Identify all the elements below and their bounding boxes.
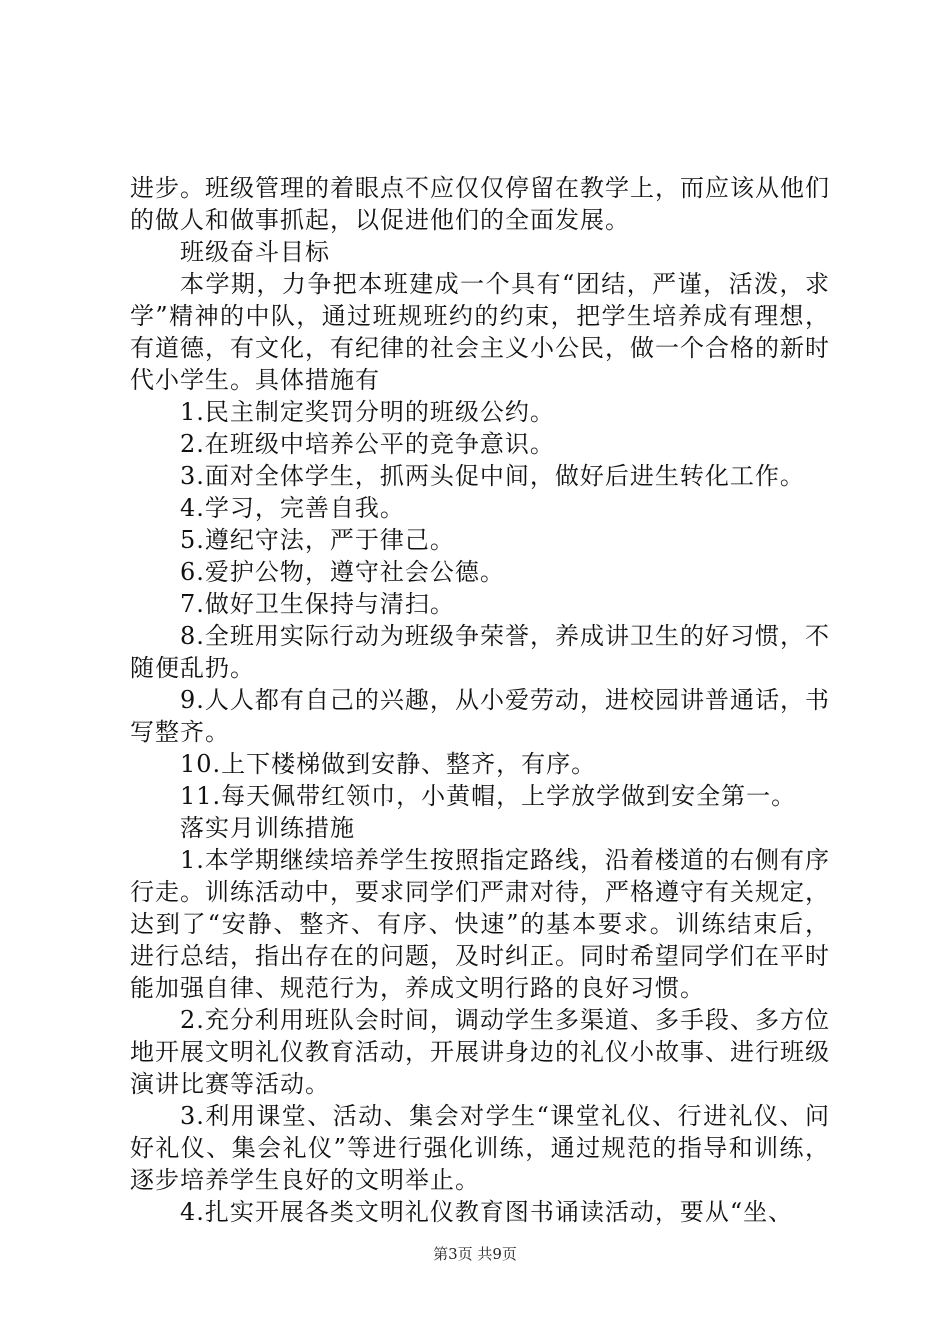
list-item: 3.面对全体学生，抓两头促中间，做好后进生转化工作。 <box>180 462 805 490</box>
list-item: 5.遵纪守法，严于律己。 <box>180 526 455 554</box>
section-heading-goals: 班级奋斗目标 <box>180 238 330 266</box>
list-item: 8.全班用实际行动为班级争荣誉，养成讲卫生的好习惯，不随便乱扔。 <box>130 622 830 682</box>
document-body <box>130 172 830 1228</box>
list-item: 2.在班级中培养公平的竞争意识。 <box>180 430 555 458</box>
list-item: 6.爱护公物，遵守社会公德。 <box>180 558 505 586</box>
list-item: 7.做好卫生保持与清扫。 <box>180 590 455 618</box>
section-heading-training: 落实月训练措施 <box>180 814 355 842</box>
list-item: 2.充分利用班队会时间，调动学生多渠道、多手段、多方位地开展文明礼仪教育活动，开展讲身边的礼仪小故事、进行班级演讲比赛等活动。 <box>130 1006 830 1098</box>
list-item: 4.扎实开展各类文明礼仪教育图书诵读活动，要从“坐、 <box>180 1198 794 1226</box>
list-item: 3.利用课堂、活动、集会对学生“课堂礼仪、行进礼仪、问好礼仪、集会礼仪”等进行强化训练，通过规范的指导和训练，逐步培养学生良好的文明举止。 <box>130 1102 830 1194</box>
list-item: 10.上下楼梯做到安静、整齐，有序。 <box>180 750 597 778</box>
page-footer <box>0 1244 950 1264</box>
list-item: 1.民主制定奖罚分明的班级公约。 <box>180 398 555 426</box>
list-item: 1.本学期继续培养学生按照指定路线，沿着楼道的右侧有序行走。训练活动中，要求同学们严肃对待，严格遵守有关规定，达到了“安静、整齐、有序、快速”的基本要求。训练结束后，进行总结，指出存在的问题，及时纠正。同时希望同学们在平时能加强自律、规范行为，养成文明行路的良好习惯。 <box>130 846 830 1002</box>
paragraph-goals: 本学期，力争把本班建成一个具有“团结，严谨，活泼，求学”精神的中队，通过班规班约的约束，把学生培养成有理想，有道德，有文化，有纪律的社会主义小公民，做一个合格的新时代小学生。具体措施有 <box>130 270 830 394</box>
paragraph-intro: 进步。班级管理的着眼点不应仅仅停留在教学上，而应该从他们的做人和做事抓起，以促进他们的全面发展。 <box>130 174 830 234</box>
list-item: 4.学习，完善自我。 <box>180 494 405 522</box>
list-item: 11.每天佩带红领巾，小黄帽，上学放学做到安全第一。 <box>180 782 797 810</box>
list-item: 9.人人都有自己的兴趣，从小爱劳动，进校园讲普通话，书写整齐。 <box>130 686 830 746</box>
page-number: 第3页 共9页 <box>433 1245 517 1263</box>
